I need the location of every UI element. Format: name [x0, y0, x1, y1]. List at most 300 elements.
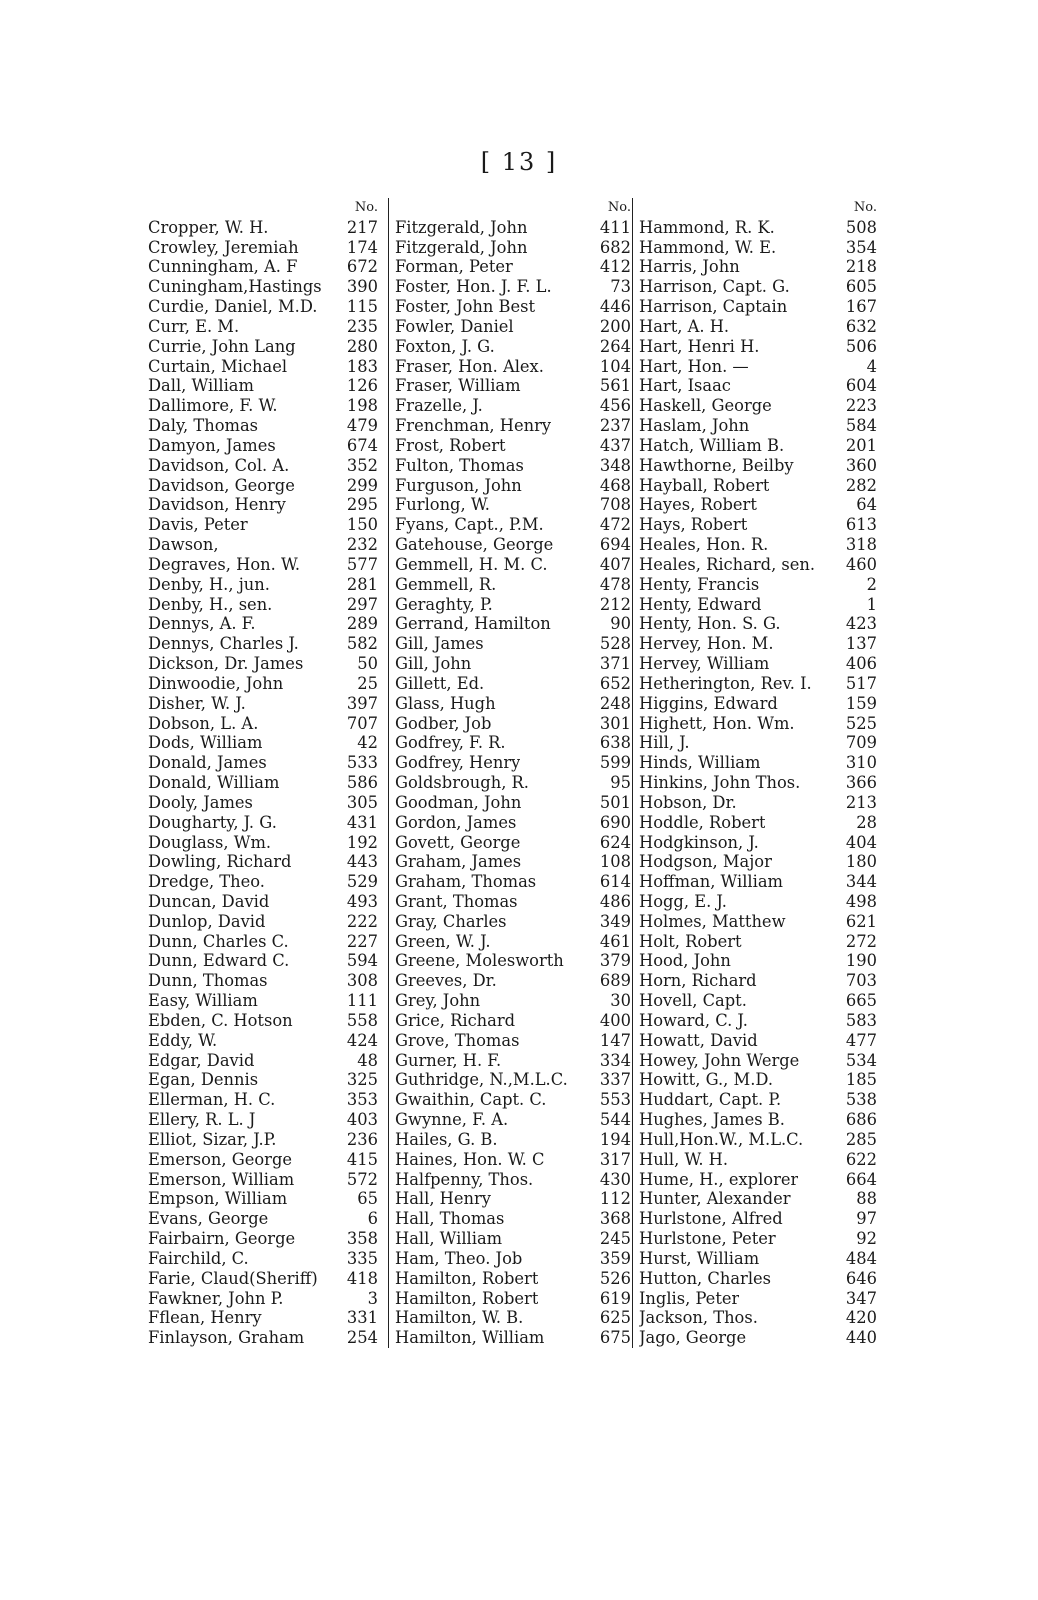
index-entry: [148, 1289, 380, 1309]
entry-number: 174: [346, 237, 378, 257]
entry-number: 411: [599, 217, 631, 237]
index-entry: [395, 238, 633, 258]
entry-number: 400: [599, 1010, 631, 1030]
entry-name: Haskell, George: [639, 396, 772, 416]
entry-number: 348: [599, 455, 631, 475]
entry-name: Inglis, Peter: [639, 1288, 740, 1308]
entry-number: 621: [845, 911, 877, 931]
index-entry: [395, 793, 633, 813]
entry-name: Curtain, Michael: [148, 356, 288, 376]
entry-number: 112: [599, 1189, 631, 1209]
entry-number: 484: [845, 1248, 877, 1268]
index-entry: [639, 535, 879, 555]
index-entry: [395, 515, 633, 535]
entry-number: 561: [599, 376, 631, 396]
entry-number: 147: [599, 1030, 631, 1050]
index-entry: [148, 595, 380, 615]
entry-name: Farie, Claud(Sheriff): [148, 1268, 318, 1288]
index-entry: [148, 1189, 380, 1209]
entry-name: Fyans, Capt., P.M.: [395, 515, 544, 535]
index-entry: [395, 813, 633, 833]
entry-number: 50: [357, 654, 378, 674]
entry-number: 194: [599, 1129, 631, 1149]
entry-name: Furguson, John: [395, 475, 522, 495]
entry-number: 529: [346, 872, 378, 892]
entry-name: Egan, Dennis: [148, 1070, 259, 1090]
entry-number: 331: [346, 1308, 378, 1328]
entry-name: Ham, Theo. Job: [395, 1248, 523, 1268]
entry-name: Dunn, Edward C.: [148, 951, 290, 971]
entry-name: Cropper, W. H.: [148, 217, 269, 237]
entry-name: Curdie, Daniel, M.D.: [148, 297, 318, 317]
entry-number: 461: [599, 931, 631, 951]
index-entry: [639, 515, 879, 535]
entry-name: Hoffman, William: [639, 872, 783, 892]
entry-name: Howey, John Werge: [639, 1050, 800, 1070]
entry-number: 30: [610, 991, 631, 1011]
entry-name: Hinds, William: [639, 753, 761, 773]
index-entry: [148, 1209, 380, 1229]
entry-number: 65: [357, 1189, 378, 1209]
entry-name: Gwynne, F. A.: [395, 1110, 509, 1130]
entry-name: Dickson, Dr. James: [148, 654, 304, 674]
entry-number: 301: [599, 713, 631, 733]
entry-number: 619: [599, 1288, 631, 1308]
index-entry: [395, 575, 633, 595]
index-entry: [639, 912, 879, 932]
entry-name: Hall, Thomas: [395, 1209, 505, 1229]
index-entry: [148, 555, 380, 575]
entry-number: 675: [599, 1328, 631, 1348]
entry-name: Hogg, E. J.: [639, 891, 727, 911]
index-entry: [639, 694, 879, 714]
entry-number: 218: [845, 257, 877, 277]
entry-name: Fairchild, C.: [148, 1248, 249, 1268]
entry-name: Eddy, W.: [148, 1030, 218, 1050]
entry-number: 232: [346, 535, 378, 555]
entry-name: Gill, John: [395, 654, 472, 674]
entry-number: 652: [599, 673, 631, 693]
entry-name: Dunn, Charles C.: [148, 931, 289, 951]
index-entry: [639, 951, 879, 971]
entry-number: 572: [346, 1169, 378, 1189]
entry-number: 190: [845, 951, 877, 971]
entry-name: Gordon, James: [395, 812, 517, 832]
entry-number: 1: [866, 594, 877, 614]
entry-number: 412: [599, 257, 631, 277]
entry-number: 614: [599, 872, 631, 892]
index-entry: [395, 1269, 633, 1289]
index-entry: [395, 1189, 633, 1209]
index-entry: [395, 416, 633, 436]
entry-number: 479: [346, 416, 378, 436]
entry-number: 538: [845, 1090, 877, 1110]
entry-number: 222: [346, 911, 378, 931]
entry-number: 403: [346, 1110, 378, 1130]
entry-number: 126: [346, 376, 378, 396]
index-entry: [395, 951, 633, 971]
entry-number: 709: [845, 733, 877, 753]
index-entry: [148, 1308, 380, 1328]
entry-name: Hall, William: [395, 1229, 503, 1249]
entry-number: 25: [357, 673, 378, 693]
entry-name: Fflean, Henry: [148, 1308, 262, 1328]
entry-number: 534: [845, 1050, 877, 1070]
entry-number: 624: [599, 832, 631, 852]
index-entry: [148, 476, 380, 496]
entry-number: 605: [845, 277, 877, 297]
index-entry: [639, 733, 879, 753]
entry-number: 371: [599, 654, 631, 674]
entry-number: 281: [346, 574, 378, 594]
entry-name: Graham, Thomas: [395, 872, 537, 892]
entry-number: 352: [346, 455, 378, 475]
index-entry: [639, 357, 879, 377]
entry-number: 493: [346, 891, 378, 911]
index-entry: [639, 1110, 879, 1130]
index-entry: [639, 1229, 879, 1249]
entry-number: 604: [845, 376, 877, 396]
index-entry: [148, 1090, 380, 1110]
index-entry: [395, 1289, 633, 1309]
index-entry: [148, 912, 380, 932]
entry-name: Hamilton, Robert: [395, 1268, 539, 1288]
entry-number: 285: [845, 1129, 877, 1149]
entry-name: Disher, W. J.: [148, 693, 246, 713]
entry-name: Davidson, Henry: [148, 495, 286, 515]
entry-number: 506: [845, 336, 877, 356]
entry-number: 665: [845, 991, 877, 1011]
index-entry: [639, 1130, 879, 1150]
index-entry: [395, 733, 633, 753]
entry-number: 349: [599, 911, 631, 931]
entry-name: Davidson, George: [148, 475, 295, 495]
entry-name: Furlong, W.: [395, 495, 490, 515]
entry-name: Holmes, Matthew: [639, 911, 786, 931]
entry-number: 305: [346, 792, 378, 812]
entry-name: Duncan, David: [148, 891, 270, 911]
entry-number: 625: [599, 1308, 631, 1328]
index-entry: [639, 317, 879, 337]
entry-name: Govett, George: [395, 832, 521, 852]
index-entry: [639, 1070, 879, 1090]
index-entry: [148, 317, 380, 337]
entry-name: Hodgkinson, J.: [639, 832, 759, 852]
entry-number: 407: [599, 554, 631, 574]
index-entry: [148, 337, 380, 357]
entry-name: Fitzgerald, John: [395, 217, 528, 237]
entry-number: 577: [346, 554, 378, 574]
entry-name: Harrison, Capt. G.: [639, 277, 790, 297]
entry-name: Forman, Peter: [395, 257, 513, 277]
entry-number: 3: [367, 1288, 378, 1308]
entry-name: Goldsbrough, R.: [395, 773, 529, 793]
entry-name: Hume, H., explorer: [639, 1169, 799, 1189]
entry-name: Fowler, Daniel: [395, 316, 514, 336]
entry-name: Hart, Isaac: [639, 376, 731, 396]
entry-number: 217: [346, 217, 378, 237]
entry-number: 646: [845, 1268, 877, 1288]
entry-number: 477: [845, 1030, 877, 1050]
entry-name: Dougharty, J. G.: [148, 812, 277, 832]
entry-number: 264: [599, 336, 631, 356]
entry-number: 430: [599, 1169, 631, 1189]
entry-name: Graham, James: [395, 852, 522, 872]
entry-number: 192: [346, 832, 378, 852]
entry-number: 334: [599, 1050, 631, 1070]
index-entry: [639, 793, 879, 813]
index-entry: [395, 1051, 633, 1071]
entry-number: 583: [845, 1010, 877, 1030]
index-entry: [395, 555, 633, 575]
entry-name: Hart, A. H.: [639, 316, 730, 336]
index-entry: [395, 257, 633, 277]
index-entry: [395, 495, 633, 515]
index-entry: [639, 932, 879, 952]
entry-number: 460: [845, 554, 877, 574]
index-entry: [395, 1090, 633, 1110]
entry-name: Hunter, Alexander: [639, 1189, 791, 1209]
entry-name: Hammond, R. K.: [639, 217, 775, 237]
entry-number: 97: [856, 1209, 877, 1229]
entry-name: Foster, Hon. J. F. L.: [395, 277, 552, 297]
entry-name: Easy, William: [148, 991, 258, 1011]
entry-name: Gatehouse, George: [395, 535, 554, 555]
entry-name: Degraves, Hon. W.: [148, 554, 301, 574]
entry-number: 310: [845, 753, 877, 773]
column-number-header: No.: [607, 200, 631, 215]
entry-name: Haines, Hon. W. C: [395, 1149, 545, 1169]
entry-number: 689: [599, 971, 631, 991]
entry-name: Gemmell, H. M. C.: [395, 554, 548, 574]
index-entry: [395, 1130, 633, 1150]
entry-number: 354: [845, 237, 877, 257]
entry-name: Henty, Hon. S. G.: [639, 614, 781, 634]
index-entry: [395, 595, 633, 615]
entry-number: 508: [845, 217, 877, 237]
entry-number: 108: [599, 852, 631, 872]
entry-number: 440: [845, 1328, 877, 1348]
entry-number: 297: [346, 594, 378, 614]
index-entry: [395, 1308, 633, 1328]
entry-name: Fairbairn, George: [148, 1229, 296, 1249]
entry-number: 254: [346, 1328, 378, 1348]
index-entry: [148, 535, 380, 555]
entry-number: 318: [845, 535, 877, 555]
index-entry: [395, 991, 633, 1011]
entry-number: 468: [599, 475, 631, 495]
index-entry: [395, 714, 633, 734]
index-entry: [639, 277, 879, 297]
entry-number: 236: [346, 1129, 378, 1149]
entry-name: Jackson, Thos.: [639, 1308, 758, 1328]
entry-name: Fulton, Thomas: [395, 455, 524, 475]
index-entry: [639, 753, 879, 773]
entry-name: Fitzgerald, John: [395, 237, 528, 257]
index-entry: [148, 515, 380, 535]
index-entry: [148, 991, 380, 1011]
index-entry: [639, 1189, 879, 1209]
entry-name: Fraser, William: [395, 376, 521, 396]
entry-number: 599: [599, 753, 631, 773]
entry-number: 4: [866, 356, 877, 376]
entry-name: Howatt, David: [639, 1030, 758, 1050]
index-entry: [639, 1249, 879, 1269]
entry-name: Green, W. J.: [395, 931, 491, 951]
entry-number: 212: [599, 594, 631, 614]
entry-name: Ellerman, H. C.: [148, 1090, 276, 1110]
entry-number: 308: [346, 971, 378, 991]
entry-name: Emerson, William: [148, 1169, 295, 1189]
index-entry: [148, 1269, 380, 1289]
entry-name: Foxton, J. G.: [395, 336, 495, 356]
entry-name: Grice, Richard: [395, 1010, 516, 1030]
entry-name: Dooly, James: [148, 792, 253, 812]
entry-name: Frenchman, Henry: [395, 416, 552, 436]
index-entry: [395, 971, 633, 991]
entry-name: Dods, William: [148, 733, 263, 753]
index-entry: [639, 476, 879, 496]
index-entry: [148, 793, 380, 813]
entry-name: Jago, George: [639, 1328, 747, 1348]
index-entry: [148, 416, 380, 436]
entry-number: 472: [599, 515, 631, 535]
entry-name: Hull,Hon.W., M.L.C.: [639, 1129, 804, 1149]
index-entry: [148, 773, 380, 793]
entry-number: 424: [346, 1030, 378, 1050]
index-entry: [639, 555, 879, 575]
entry-name: Heales, Hon. R.: [639, 535, 769, 555]
column-number-header: No.: [354, 200, 378, 215]
entry-name: Edgar, David: [148, 1050, 255, 1070]
index-entry: [148, 1249, 380, 1269]
index-entry: [395, 535, 633, 555]
entry-name: Hatch, William B.: [639, 435, 785, 455]
index-entry: [395, 674, 633, 694]
entry-name: Holt, Robert: [639, 931, 742, 951]
entry-number: 586: [346, 773, 378, 793]
entry-name: Hutton, Charles: [639, 1268, 772, 1288]
index-entry: [148, 714, 380, 734]
entry-name: Foster, John Best: [395, 297, 536, 317]
index-entry: [639, 1031, 879, 1051]
entry-number: 150: [346, 515, 378, 535]
entry-number: 201: [845, 435, 877, 455]
entry-name: Gemmell, R.: [395, 574, 497, 594]
entry-name: Elliot, Sizar, J.P.: [148, 1129, 277, 1149]
index-column-3: [632, 198, 879, 1348]
index-entry: [395, 852, 633, 872]
entry-name: Hetherington, Rev. I.: [639, 673, 812, 693]
entry-number: 90: [610, 614, 631, 634]
entry-number: 92: [856, 1229, 877, 1249]
index-entry: [395, 277, 633, 297]
entry-number: 638: [599, 733, 631, 753]
index-entry: [395, 396, 633, 416]
entry-name: Henty, Francis: [639, 574, 760, 594]
index-entry: [395, 1328, 633, 1348]
entry-name: Cuningham,Hastings: [148, 277, 322, 297]
entry-number: 245: [599, 1229, 631, 1249]
entry-number: 280: [346, 336, 378, 356]
index-entry: [395, 337, 633, 357]
index-entry: [148, 1031, 380, 1051]
entry-name: Goodman, John: [395, 792, 522, 812]
index-entry: [639, 1170, 879, 1190]
entry-number: 282: [845, 475, 877, 495]
entry-number: 390: [346, 277, 378, 297]
entry-number: 703: [845, 971, 877, 991]
index-entry: [639, 595, 879, 615]
entry-name: Hamilton, William: [395, 1328, 545, 1348]
entry-name: Dunn, Thomas: [148, 971, 268, 991]
index-entry: [148, 694, 380, 714]
entry-name: Grant, Thomas: [395, 891, 518, 911]
entry-number: 486: [599, 891, 631, 911]
entry-number: 431: [346, 812, 378, 832]
entry-name: Hood, John: [639, 951, 731, 971]
entry-name: Heales, Richard, sen.: [639, 554, 816, 574]
entry-number: 415: [346, 1149, 378, 1169]
entry-number: 42: [357, 733, 378, 753]
index-entry: [148, 1229, 380, 1249]
entry-number: 526: [599, 1268, 631, 1288]
index-entry: [639, 257, 879, 277]
entry-number: 335: [346, 1248, 378, 1268]
entry-name: Hervey, Hon. M.: [639, 634, 774, 654]
entry-name: Emerson, George: [148, 1149, 293, 1169]
entry-number: 295: [346, 495, 378, 515]
entry-number: 235: [346, 316, 378, 336]
entry-name: Hart, Hon. —: [639, 356, 749, 376]
entry-number: 28: [856, 812, 877, 832]
index-entry: [148, 1170, 380, 1190]
index-entry: [148, 396, 380, 416]
entry-number: 682: [599, 237, 631, 257]
index-entry: [148, 1070, 380, 1090]
entry-name: Frost, Robert: [395, 435, 506, 455]
index-entry: [395, 297, 633, 317]
index-entry: [148, 218, 380, 238]
index-column-1: [148, 198, 380, 1348]
entry-number: 544: [599, 1110, 631, 1130]
entry-number: 456: [599, 396, 631, 416]
index-entry: [395, 1170, 633, 1190]
index-entry: [148, 1051, 380, 1071]
index-entry: [395, 1209, 633, 1229]
index-entry: [395, 654, 633, 674]
index-entry: [148, 1110, 380, 1130]
index-entry: [639, 238, 879, 258]
entry-name: Hayes, Robert: [639, 495, 757, 515]
entry-number: 584: [845, 416, 877, 436]
index-entry: [395, 357, 633, 377]
entry-name: Fawkner, John P.: [148, 1288, 284, 1308]
entry-number: 686: [845, 1110, 877, 1130]
entry-name: Hamilton, Robert: [395, 1288, 539, 1308]
entry-number: 223: [845, 396, 877, 416]
index-entry: [395, 634, 633, 654]
entry-name: Harris, John: [639, 257, 740, 277]
entry-name: Dunlop, David: [148, 911, 266, 931]
entry-number: 6: [367, 1209, 378, 1229]
entry-number: 558: [346, 1010, 378, 1030]
entry-name: Dinwoodie, John: [148, 673, 284, 693]
entry-number: 690: [599, 812, 631, 832]
entry-name: Denby, H., sen.: [148, 594, 273, 614]
entry-name: Hurst, William: [639, 1248, 760, 1268]
entry-name: Denby, H., jun.: [148, 574, 270, 594]
